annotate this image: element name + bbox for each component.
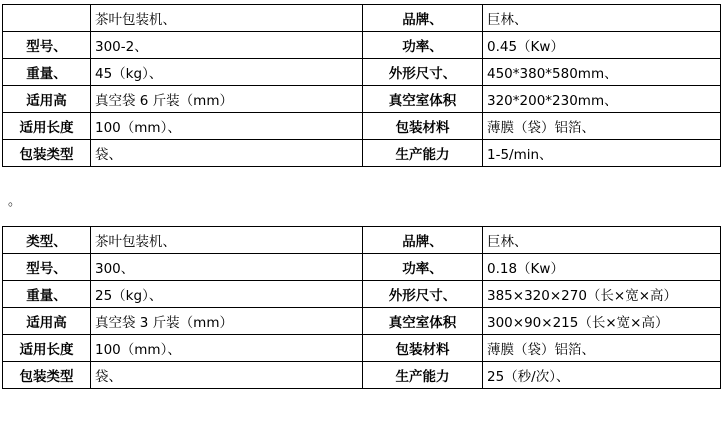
row-value: 茶叶包装机、 <box>91 227 363 254</box>
row-label-secondary: 功率、 <box>363 32 483 59</box>
row-label: 适用长度 <box>3 113 91 140</box>
row-value-secondary: 巨林、 <box>483 5 721 32</box>
row-label-secondary: 生产能力 <box>363 362 483 389</box>
row-label: 包装类型 <box>3 140 91 167</box>
row-value: 25（kg）、 <box>91 281 363 308</box>
table-row <box>3 140 721 167</box>
specification-table-one <box>2 4 721 167</box>
row-value-secondary: 385×320×270（长×宽×高） <box>483 281 721 308</box>
row-label-secondary: 功率、 <box>363 254 483 281</box>
row-value-secondary: 薄膜（袋）铝箔、 <box>483 113 721 140</box>
row-label: 类型、 <box>3 227 91 254</box>
row-label <box>3 5 91 32</box>
row-label: 重量、 <box>3 59 91 86</box>
table-row <box>3 281 721 308</box>
row-label-secondary: 包装材料 <box>363 113 483 140</box>
row-value: 茶叶包装机、 <box>91 5 363 32</box>
row-value: 100（mm）、 <box>91 113 363 140</box>
row-value-secondary: 450*380*580mm、 <box>483 59 721 86</box>
table-row <box>3 32 721 59</box>
row-label: 重量、 <box>3 281 91 308</box>
specification-table-two <box>2 226 721 389</box>
row-value: 真空袋 6 斤装（mm） <box>91 86 363 113</box>
row-label: 型号、 <box>3 254 91 281</box>
stray-punctuation: 。 <box>8 194 22 209</box>
row-value-secondary: 0.45（Kw） <box>483 32 721 59</box>
row-label-secondary: 外形尺寸、 <box>363 59 483 86</box>
row-value: 300-2、 <box>91 32 363 59</box>
table-row <box>3 86 721 113</box>
row-value: 袋、 <box>91 362 363 389</box>
row-label-secondary: 真空室体积 <box>363 308 483 335</box>
row-value-secondary: 1-5/min、 <box>483 140 721 167</box>
row-label-secondary: 生产能力 <box>363 140 483 167</box>
table-row <box>3 308 721 335</box>
row-value-secondary: 薄膜（袋）铝箔、 <box>483 335 721 362</box>
row-value: 45（kg）、 <box>91 59 363 86</box>
row-value: 袋、 <box>91 140 363 167</box>
row-value-secondary: 320*200*230mm、 <box>483 86 721 113</box>
row-label: 型号、 <box>3 32 91 59</box>
row-value-secondary: 25（秒/次）、 <box>483 362 721 389</box>
row-label-secondary: 品牌、 <box>363 227 483 254</box>
row-label-secondary: 包装材料 <box>363 335 483 362</box>
table-row <box>3 5 721 32</box>
row-label-secondary: 品牌、 <box>363 5 483 32</box>
row-label: 适用高 <box>3 308 91 335</box>
row-value-secondary: 0.18（Kw） <box>483 254 721 281</box>
table-row <box>3 335 721 362</box>
table-row <box>3 59 721 86</box>
row-value: 真空袋 3 斤装（mm） <box>91 308 363 335</box>
row-label: 适用长度 <box>3 335 91 362</box>
table-row <box>3 254 721 281</box>
row-value-secondary: 300×90×215（长×宽×高） <box>483 308 721 335</box>
table-row <box>3 362 721 389</box>
row-label: 适用高 <box>3 86 91 113</box>
table-row <box>3 113 721 140</box>
table-row <box>3 227 721 254</box>
row-label-secondary: 真空室体积 <box>363 86 483 113</box>
row-value-secondary: 巨林、 <box>483 227 721 254</box>
row-value: 300、 <box>91 254 363 281</box>
row-label: 包装类型 <box>3 362 91 389</box>
row-value: 100（mm）、 <box>91 335 363 362</box>
row-label-secondary: 外形尺寸、 <box>363 281 483 308</box>
